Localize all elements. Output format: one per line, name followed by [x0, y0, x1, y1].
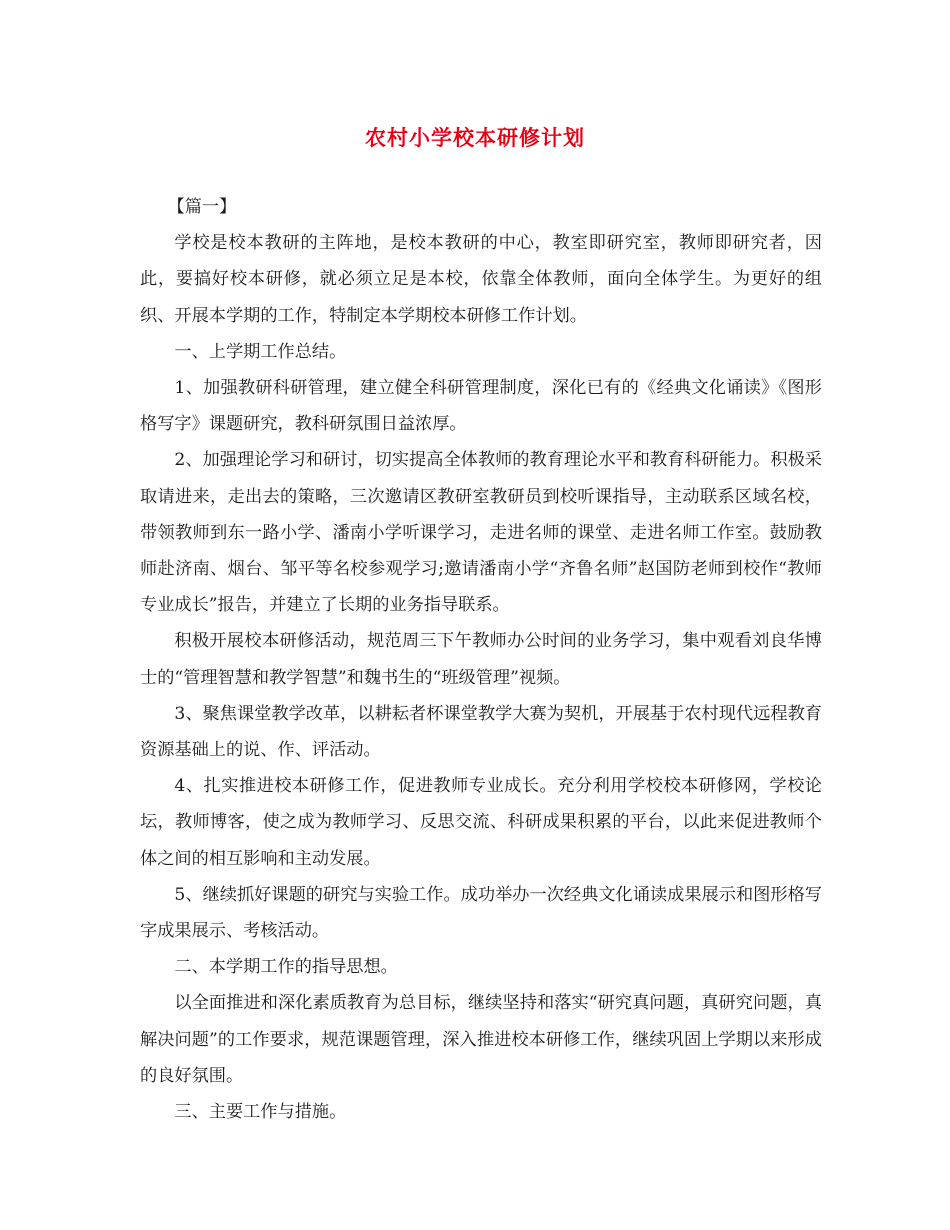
guiding-ideology-paragraph: 以全面推进和深化素质教育为总目标，继续坚持和落实“研究真问题，真研究问题，真解决问题”的工作要求，规范课题管理，深入推进校本研修工作，继续巩固上学期以来形成的良好氛围。 [140, 993, 822, 1086]
document-body [140, 189, 822, 1130]
section-heading-1: 一、上学期工作总结。 [174, 341, 347, 362]
document-title: 农村小学校本研修计划 [365, 125, 585, 150]
summary-item-1: 1、加强教研科研管理，建立健全科研管理制度，深化已有的《经典文化诵读》《图形格写字》课题研究，教科研氛围日益浓厚。 [140, 378, 822, 435]
summary-item-2-continued: 积极开展校本研修活动，规范周三下午教师办公时间的业务学习，集中观看刘良华博士的“管理智慧和教学智慧”和魏书生的“班级管理”视频。 [140, 631, 822, 688]
summary-item-5: 5、继续抓好课题的研究与实验工作。成功举办一次经典文化诵读成果展示和图形格写字成果展示、考核活动。 [140, 884, 822, 942]
section-tag: 【篇一】 [167, 197, 237, 217]
summary-item-2: 2、加强理论学习和研讨，切实提高全体教师的教育理论水平和教育科研能力。积极采取请进来，走出去的策略，三次邀请区教研室教研员到校听课指导，主动联系区域名校，带领教师到东一路小学、潘南小学听课学习，走进名师的课堂、走进名师工作室。鼓励教师赴济南、烟台、邹平等名校参观学习;邀请潘南小学“齐鲁名师”赵国防老师到校作“教师专业成长”报告，并建立了长期的业务指导联系。 [140, 450, 822, 616]
summary-item-3: 3、聚焦课堂教学改革，以耕耘者杯课堂教学大赛为契机，开展基于农村现代远程教育资源基础上的说、作、评活动。 [140, 703, 822, 761]
section-heading-3: 三、主要工作与措施。 [174, 1102, 347, 1123]
section-heading-2: 二、本学期工作的指导思想。 [174, 957, 398, 978]
summary-item-4: 4、扎实推进校本研修工作，促进教师专业成长。充分利用学校校本研修网，学校论坛，教师博客，使之成为教师学习、反思交流、科研成果积累的平台，以此来促进教师个体之间的相互影响和主动发展。 [140, 776, 822, 869]
intro-paragraph: 学校是校本教研的主阵地，是校本教研的中心，教室即研究室，教师即研究者，因此，要搞好校本研修，就必须立足是本校，依靠全体教师，面向全体学生。为更好的组织、开展本学期的工作，特制定本学期校本研修工作计划。 [140, 233, 822, 326]
